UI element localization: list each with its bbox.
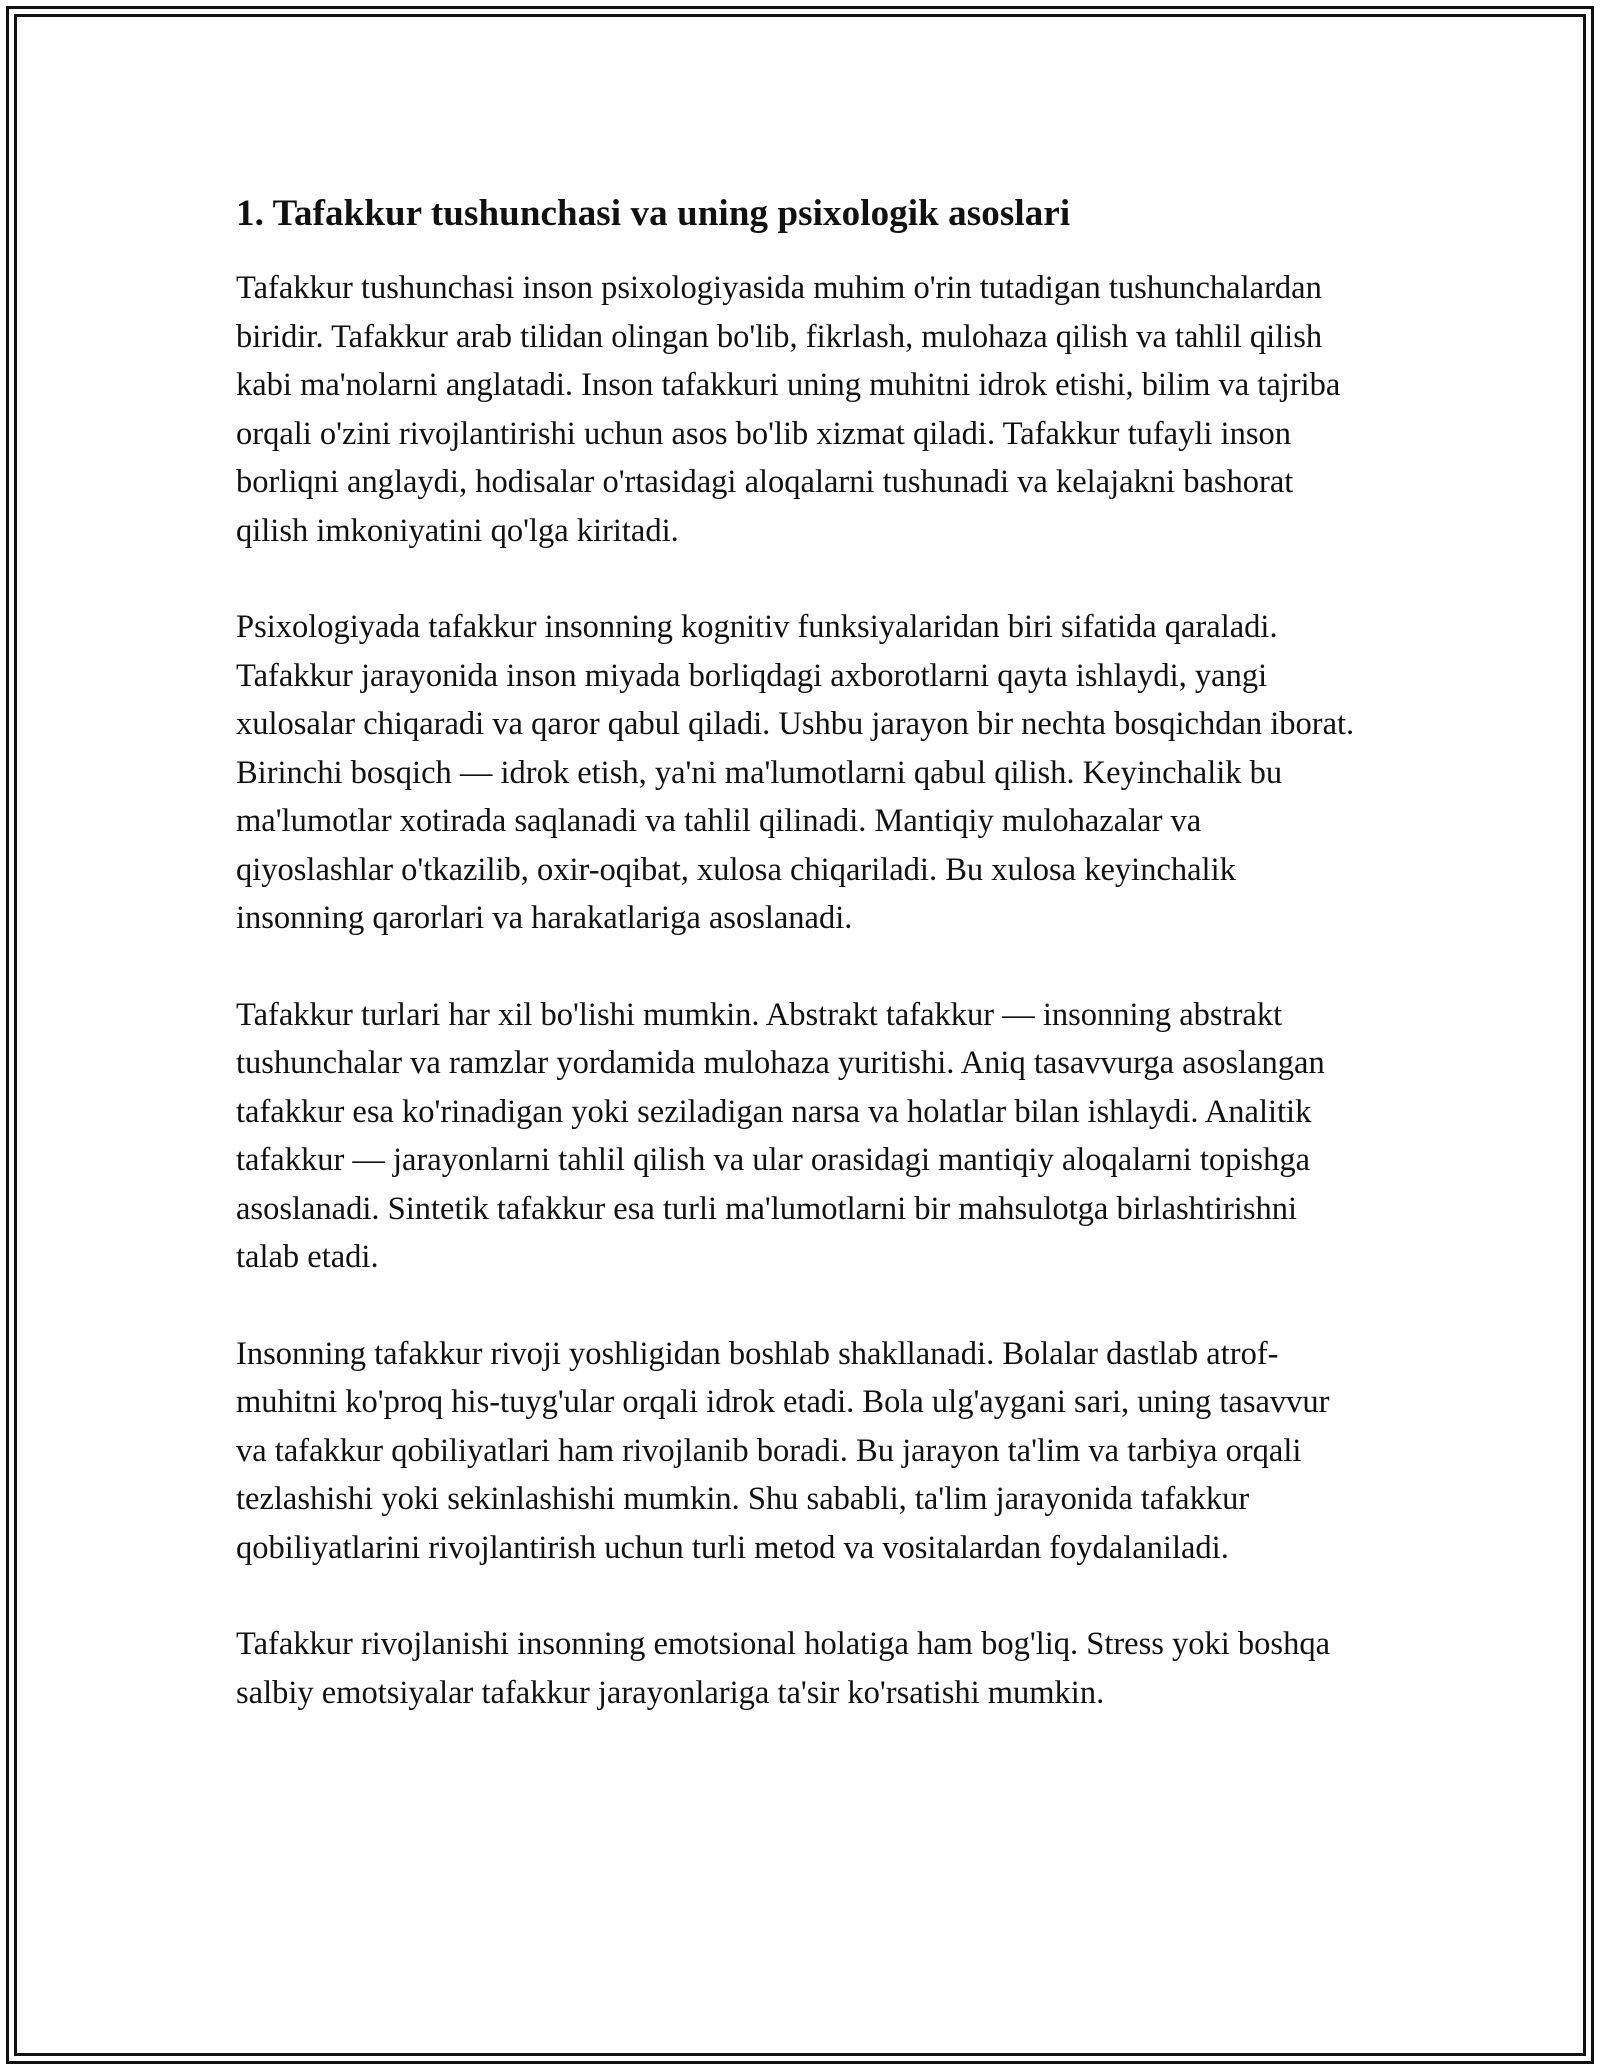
paragraph-4: Insonning tafakkur rivoji yoshligidan boshlab shakllanadi. Bolalar dastlab atrof-muhitni ko'proq his-tuyg'ular orqali idrok etadi. Bola ulg'aygani sari, uning tasavvur va tafakkur qobiliyatlari ham rivojlanib boradi. Bu jarayon ta'lim va tarbiya orqali tezlashishi yoki sekinlashishi mumkin. Shu sababli, ta'lim jarayonida tafakkur qobiliyatlarini rivojlantirish uchun turli metod va vositalardan foydalaniladi.: [236, 1335, 1330, 1566]
section-heading: 1. Tafakkur tushunchasi va uning psixologik asoslari: [236, 193, 1071, 234]
paragraph-3: Tafakkur turlari har xil bo'lishi mumkin. Abstrakt tafakkur — insonning abstrakt tushunchalar va ramzlar yordamida mulohaza yuritishi. Aniq tasavvurga asoslangan tafakkur esa ko'rinadigan yoki seziladigan narsa va holatlar bilan ishlaydi. Analitik tafakkur — jarayonlarni tahlil qilish va ular orasidagi mantiqiy aloqalarni topishga asoslanadi. Sintetik tafakkur esa turli ma'lumotlarni bir mahsulotga birlashtirishni talab etadi.: [236, 996, 1325, 1275]
paragraph-2: Psixologiyada tafakkur insonning kognitiv funksiyalaridan biri sifatida qaraladi. Tafakkur jarayonida inson miyada borliqdagi axborotlarni qayta ishlaydi, yangi xulosalar chiqaradi va qaror qabul qiladi. Ushbu jarayon bir nechta bosqichdan iborat. Birinchi bosqich — idrok etish, ya'ni ma'lumotlarni qabul qilish. Keyinchalik bu ma'lumotlar xotirada saqlanadi va tahlil qilinadi. Mantiqiy mulohazalar va qiyoslashlar o'tkazilib, oxir-oqibat, xulosa chiqariladi. Bu xulosa keyinchalik insonning qarorlari va harakatlariga asoslanadi.: [236, 609, 1355, 936]
paragraph-1: Tafakkur tushunchasi inson psixologiyasida muhim o'rin tutadigan tushunchalardan biridir. Tafakkur arab tilidan olingan bo'lib, fikrlash, mulohaza qilish va tahlil qilish kabi ma'nolarni anglatadi. Inson tafakkuri uning muhitni idrok etishi, bilim va tajriba orqali o'zini rivojlantirishi uchun asos bo'lib xizmat qiladi. Tafakkur tufayli inson borliqni anglaydi, hodisalar o'rtasidagi aloqalarni tushunadi va kelajakni bashorat qilish imkoniyatini qo'lga kiritadi.: [236, 270, 1341, 549]
document-body: [236, 188, 1366, 1717]
paragraph-5: Tafakkur rivojlanishi insonning emotsional holatiga ham bog'liq. Stress yoki boshqa salbiy emotsiyalar tafakkur jarayonlariga ta'sir ko'rsatishi mumkin.: [236, 1626, 1331, 1711]
